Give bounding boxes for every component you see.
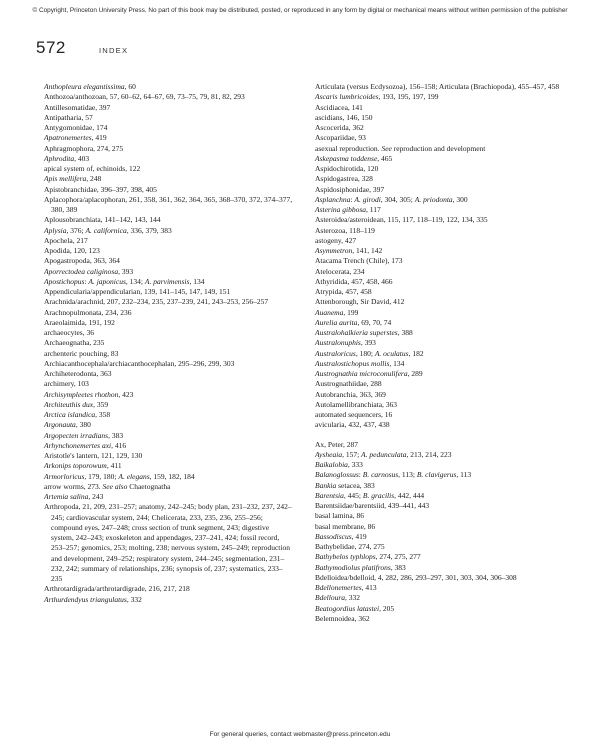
index-entry: Ascocerida, 362 xyxy=(315,123,364,132)
index-entry: Arthurdendyus triangulatus, 332 xyxy=(44,594,142,604)
index-entry: Askepasma toddense, 465 xyxy=(315,153,393,163)
index-entry: Araeolaimida, 191, 192 xyxy=(44,317,115,327)
index-entry: Aplysia, 376; A. californica, 336, 379, 383 xyxy=(44,225,172,235)
index-entry: Aspidochirotida, 120 xyxy=(315,164,379,173)
index-entry: Beatogordius latastei, 205 xyxy=(315,603,395,613)
index-entry: Antipatharia, 57 xyxy=(44,112,93,122)
index-entry: Bankia setacea, 383 xyxy=(315,480,375,490)
index-entry: Asplanchna: A. girodi, 304, 305; A. priodonta, 300 xyxy=(315,194,468,204)
index-entry: Apogastropoda, 363, 364 xyxy=(44,256,120,266)
index-entry: Ascopariidae, 93 xyxy=(315,133,366,143)
index-entry: Ascaris lumbricoides, 193, 195, 197, 199 xyxy=(315,92,439,102)
index-entry: Antygomonidae, 174 xyxy=(44,123,108,132)
index-entry: Argonauta, 380 xyxy=(44,420,91,430)
index-entry: asexual reproduction. See reproduction and development xyxy=(315,143,486,153)
index-entry: Atelocerata, 234 xyxy=(315,266,365,276)
index-entry: Arthropoda, 21, 209, 231–257; anatomy, 242–245; body plan, 231–232, 237, 242–245; cardiovascular system, 244; Chelicerata, 233, 235, 236, 255–256; compound eyes, 247–248; cross section of trunk segment, 243; digestive system, 242–243; exoskeleton and appendages, 237–241, 424; fossil record, 253–257; genomics, 253; molting, 238; nervous system, 245–249; reproduction and development, 249–252; respiratory system, 244–245; segmentation, 231–232, 242; summary of relationships, 236; synopsis of, 237; systematics, 233–235 xyxy=(44,502,292,583)
index-entry: Australoricus, 180; A. oculatus, 182 xyxy=(315,348,424,358)
index-entry: Ax, Peter, 287 xyxy=(315,439,359,449)
index-entry: Antillesomatidae, 397 xyxy=(44,102,111,112)
index-entry: archimery, 103 xyxy=(44,379,89,389)
index-entry: Austrognathia microconulifera, 289 xyxy=(315,369,423,378)
index-entry: Autolamellibranchiata, 363 xyxy=(315,399,398,409)
index-entry: Bassodiscus, 419 xyxy=(315,531,367,541)
index-entry: Aysheaia, 157; A. pedunculata, 213, 214, 223 xyxy=(315,449,452,459)
index-entry: Apis mellifera, 248 xyxy=(44,174,102,184)
index-entry: Auanema, 199 xyxy=(315,307,359,317)
index-entry: Bdellonemertes, 413 xyxy=(315,583,377,592)
index-entry: apical system of, echinoids, 122 xyxy=(44,164,141,173)
index-columns xyxy=(44,82,564,624)
index-entry: Asteroidea/asteroidean, 115, 117, 118–119, 122, 134, 335 xyxy=(315,215,488,225)
index-entry: Arachnopulmonata, 234, 236 xyxy=(44,307,132,317)
index-entry: basal lamina, 86 xyxy=(315,511,364,521)
index-entry: Asymmetron, 141, 142 xyxy=(315,246,383,255)
index-entry: automated sequencers, 16 xyxy=(315,410,393,419)
index-entry: Australonuphis, 393 xyxy=(315,338,376,348)
index-entry: Armorloricus, 179, 180; A. elegans, 159, 182, 184 xyxy=(44,471,195,481)
index-entry: Argopecten irradians, 383 xyxy=(44,430,124,440)
index-entry: Artemia salina, 243 xyxy=(44,492,104,501)
index-entry: Aurelia aurita, 69, 70, 74 xyxy=(315,317,392,327)
index-entry: Apodida, 120, 123 xyxy=(44,246,100,255)
index-entry: Aspidogastrea, 328 xyxy=(315,174,373,184)
index-entry: Aspidosiphonidae, 397 xyxy=(315,184,385,194)
index-entry: Anthozoa/anthozoan, 57, 60–62, 64–67, 69, 73–75, 79, 81, 82, 293 xyxy=(44,92,245,102)
index-entry: Aristotle's lantern, 121, 129, 130 xyxy=(44,451,143,460)
index-entry: Arhynchonemertes axi, 416 xyxy=(44,440,127,450)
index-entry: Appendicularia/appendicularian, 139, 141–145, 147, 149, 151 xyxy=(44,287,231,296)
index-entry: archaeocytes, 36 xyxy=(44,328,94,337)
index-entry: Australostichopus mollis, 134 xyxy=(315,358,405,368)
index-entry: Bathybelos typhlops, 274, 275, 277 xyxy=(315,552,421,562)
index-column-left xyxy=(44,82,293,624)
index-entry: Austrognathiidae, 288 xyxy=(315,379,382,389)
index-entry: Balanoglossus: B. carnosus, 113; B. clavigerus, 113 xyxy=(315,470,472,480)
index-entry: Arctica islandica, 358 xyxy=(44,410,111,419)
index-entry: Archiheterodonta, 363 xyxy=(44,369,112,378)
index-entry: Aplacophora/aplacophoran, 261, 358, 361, 362, 364, 365, 368–370, 372, 374–377, 380, 389 xyxy=(44,194,293,214)
index-entry: Anthopleura elegantissima, 60 xyxy=(44,82,136,91)
index-entry: Aphrodita, 403 xyxy=(44,153,90,163)
index-entry: Attenborough, Sir David, 412 xyxy=(315,297,405,307)
index-entry: Arthrotardigrada/arthrotardigrade, 216, 217, 218 xyxy=(44,584,190,594)
index-entry: Apatronemertes, 419 xyxy=(44,133,107,143)
index-entry: Articulata (versus Ecdysozoa), 156–158; Articulata (Brachiopoda), 455–457, 458 xyxy=(315,82,560,91)
page-header xyxy=(36,38,566,60)
index-entry: Belemnoidea, 362 xyxy=(315,613,370,623)
index-entry: Arkonips toporowum, 411 xyxy=(44,461,122,471)
index-entry: Autobranchia, 363, 369 xyxy=(315,389,386,399)
index-entry: avicularia, 432, 437, 438 xyxy=(315,420,390,430)
index-entry: Ascidiacea, 141 xyxy=(315,102,363,112)
page-footer: For general queries, contact webmaster@press.princeton.edu xyxy=(209,731,391,738)
index-entry: Baikalobia, 333 xyxy=(315,460,363,469)
index-entry: Atrypida, 457, 458 xyxy=(315,287,372,296)
index-entry: Architeuthis dux, 359 xyxy=(44,399,109,409)
index-entry: Bathybelidae, 274, 275 xyxy=(315,542,385,551)
index-entry: Bdelloidea/bdelloid, 4, 282, 286, 293–297, 301, 303, 304, 306–308 xyxy=(315,572,517,582)
running-head: INDEX xyxy=(99,46,129,55)
index-entry: Asterina gibbosa, 117 xyxy=(315,205,381,214)
index-entry: Archisympleetes rhothon, 423 xyxy=(44,389,134,399)
index-entry: basal membrane, 86 xyxy=(315,521,376,531)
index-column-right xyxy=(315,82,564,624)
index-entry: Apostichopus: A. japonicus, 134; A. parvimensis, 134 xyxy=(44,276,205,286)
index-entry: astogeny, 427 xyxy=(315,235,357,245)
index-entry: Aporrectodea caliginosa, 393 xyxy=(44,266,134,276)
index-entry: Aplousobranchiata, 141–142, 143, 144 xyxy=(44,215,161,225)
index-entry: Aphragmophora, 274, 275 xyxy=(44,143,124,153)
index-entry: Atacama Trench (Chile), 173 xyxy=(315,256,403,266)
index-entry: ascidians, 146, 150 xyxy=(315,112,373,122)
index-entry: Bathymodiolus platifrons, 383 xyxy=(315,562,406,572)
index-entry: Arachnida/arachnid, 207, 232–234, 235, 237–239, 241, 243–253, 256–257 xyxy=(44,297,269,307)
index-entry: Athyridida, 457, 458, 466 xyxy=(315,276,393,286)
index-entry: arrow worms, 273. See also Chaetognatha xyxy=(44,481,171,491)
index-entry: Archaeognatha, 235 xyxy=(44,338,105,348)
index-entry: Australohalkieria superstes, 388 xyxy=(315,328,413,337)
index-entry: Bdelloura, 332 xyxy=(315,593,360,603)
index-entry: Archiacanthocephala/archiacanthocephalan, 295–296, 299, 303 xyxy=(44,358,235,368)
page-number: 572 xyxy=(36,38,66,57)
index-entry: Barentsia, 445; B. gracilis, 442, 444 xyxy=(315,490,425,500)
copyright-notice: © Copyright, Princeton University Press. No part of this book may be distributed, posted, or reproduced in any form by digital or mechanical means without written permission of the publisher xyxy=(32,7,568,14)
index-entry: Barentsiidae/barentsiid, 439–441, 443 xyxy=(315,501,430,510)
index-entry: Asterozoa, 118–119 xyxy=(315,225,375,235)
index-entry: Apistobranchidae, 396–397, 398, 405 xyxy=(44,184,157,194)
index-entry: archenteric pouching, 83 xyxy=(44,348,119,358)
index-entry: Apochela, 217 xyxy=(44,235,88,245)
